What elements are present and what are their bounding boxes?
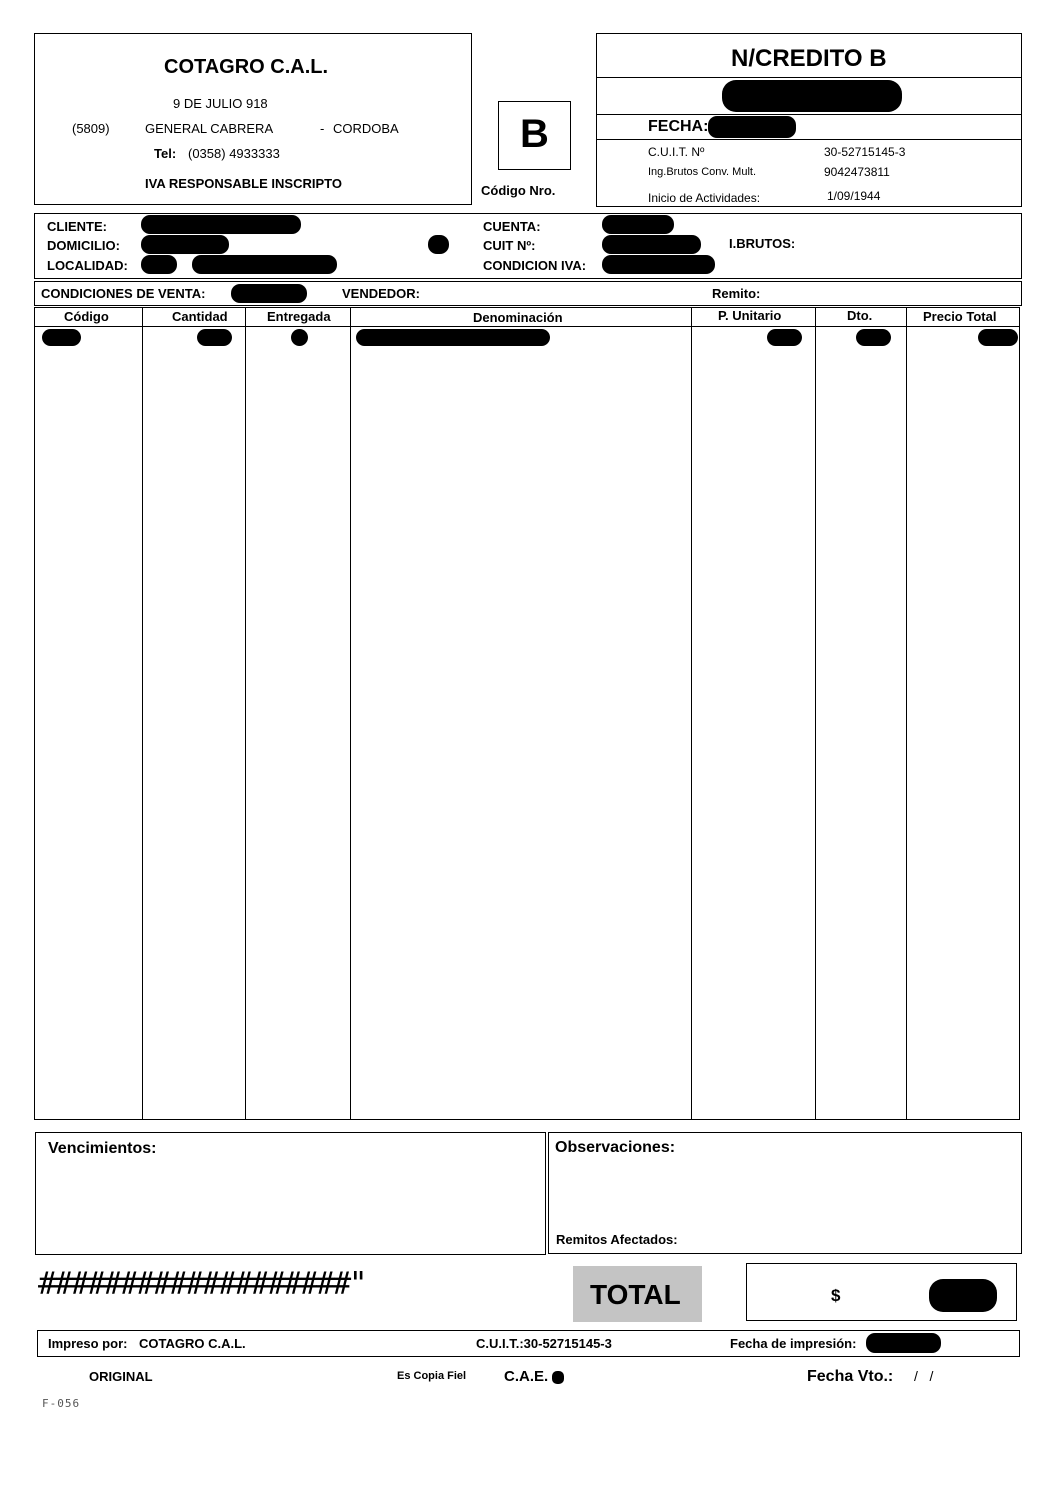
doc-ingbrutos-label: Ing.Brutos Conv. Mult.	[648, 166, 757, 178]
client-localidad-redacted	[192, 255, 337, 274]
item-precio-total-redacted	[978, 329, 1018, 346]
remitos-afectados-label: Remitos Afectados:	[556, 1232, 678, 1247]
item-dto-redacted	[856, 329, 891, 346]
col-divider-1	[142, 307, 143, 1120]
company-iva: IVA RESPONSABLE INSCRIPTO	[145, 176, 342, 191]
amount-in-words: ###################"	[38, 1266, 366, 1302]
client-localidad-cp-redacted	[141, 255, 177, 274]
sale-vendedor-label: VENDEDOR:	[342, 286, 421, 301]
doc-number-redacted	[722, 80, 902, 112]
col-divider-5	[815, 307, 816, 1120]
original-label: ORIGINAL	[89, 1369, 153, 1384]
doc-fecha-redacted	[708, 116, 796, 138]
fecha-impresion-label: Fecha de impresión:	[730, 1336, 857, 1351]
sale-remito-label: Remito:	[712, 286, 761, 301]
col-header-entregada: Entregada	[267, 309, 331, 324]
fecha-vto-value: / /	[914, 1368, 934, 1384]
total-amount-redacted	[929, 1279, 997, 1312]
col-header-cantidad: Cantidad	[172, 309, 228, 324]
col-divider-6	[906, 307, 907, 1120]
footer-cuit: C.U.I.T.:30-52715145-3	[476, 1336, 612, 1351]
company-tel: (0358) 4933333	[188, 146, 280, 161]
items-header-divider	[34, 326, 1020, 327]
total-label: TOTAL	[590, 1279, 681, 1310]
doc-title: N/CREDITO B	[731, 45, 887, 72]
doc-number-divider	[596, 114, 1022, 115]
client-cuenta-redacted	[602, 215, 674, 234]
impreso-label: Impreso por:	[48, 1336, 128, 1351]
client-cuit-redacted	[602, 235, 701, 254]
client-domicilio-redacted	[141, 235, 229, 254]
client-condicion-label: CONDICION IVA:	[483, 258, 587, 273]
item-entregada-redacted	[291, 329, 308, 346]
letter-code-label: Código Nro.	[481, 183, 556, 198]
client-condicion-redacted	[602, 255, 715, 274]
cae-label: C.A.E.	[504, 1368, 549, 1385]
letter-code: B	[520, 112, 549, 156]
doc-fecha-label: FECHA:	[648, 118, 709, 135]
items-table	[34, 307, 1020, 1120]
doc-ingbrutos: 9042473811	[824, 165, 890, 179]
col-header-precio-total: Precio Total	[923, 309, 997, 324]
doc-title-divider	[596, 77, 1022, 78]
doc-fecha-divider	[596, 139, 1022, 140]
col-divider-4	[691, 307, 692, 1120]
cae-redacted	[552, 1371, 564, 1384]
company-province: CORDOBA	[333, 121, 399, 136]
client-domicilio-label: DOMICILIO:	[47, 238, 120, 253]
doc-cuit-label: C.U.I.T. Nº	[648, 145, 705, 159]
client-cliente-label: CLIENTE:	[47, 219, 107, 234]
doc-inicio: 1/09/1944	[827, 189, 881, 203]
col-header-codigo: Código	[64, 309, 109, 324]
company-separator: -	[320, 121, 325, 136]
col-divider-3	[350, 307, 351, 1120]
col-header-denominacion: Denominación	[473, 310, 563, 325]
item-cantidad-redacted	[197, 329, 232, 346]
item-denominacion-redacted	[356, 329, 550, 346]
sale-condiciones-label: CONDICIONES DE VENTA:	[41, 286, 206, 301]
observaciones-label: Observaciones:	[555, 1139, 676, 1156]
col-header-punitario: P. Unitario	[718, 308, 782, 323]
company-postal-code: (5809)	[72, 121, 110, 136]
company-tel-label: Tel:	[154, 146, 177, 161]
fecha-vto-label: Fecha Vto.:	[807, 1368, 894, 1385]
item-codigo-redacted	[42, 329, 81, 346]
doc-cuit: 30-52715145-3	[824, 145, 906, 159]
impreso-value: COTAGRO C.A.L.	[139, 1336, 246, 1351]
total-currency: $	[831, 1286, 841, 1305]
company-city: GENERAL CABRERA	[145, 121, 274, 136]
company-address: 9 DE JULIO 918	[173, 96, 268, 111]
client-ibrutos-label: I.BRUTOS:	[729, 236, 796, 251]
client-name-redacted	[141, 215, 301, 234]
copia-fiel-label: Es Copia Fiel	[397, 1370, 467, 1382]
doc-inicio-label: Inicio de Actividades:	[648, 191, 761, 205]
client-cuit-label: CUIT Nº:	[483, 238, 536, 253]
vencimientos-label: Vencimientos:	[48, 1140, 157, 1157]
form-code: F-056	[42, 1397, 81, 1410]
col-divider-2	[245, 307, 246, 1120]
col-header-dto: Dto.	[847, 308, 873, 323]
client-domicilio-number-redacted	[428, 235, 449, 254]
sale-condiciones-redacted	[231, 284, 307, 303]
client-cuenta-label: CUENTA:	[483, 219, 541, 234]
fecha-impresion-redacted	[866, 1333, 941, 1353]
item-punitario-redacted	[767, 329, 802, 346]
client-localidad-label: LOCALIDAD:	[47, 258, 128, 273]
company-name: COTAGRO C.A.L.	[164, 56, 329, 78]
